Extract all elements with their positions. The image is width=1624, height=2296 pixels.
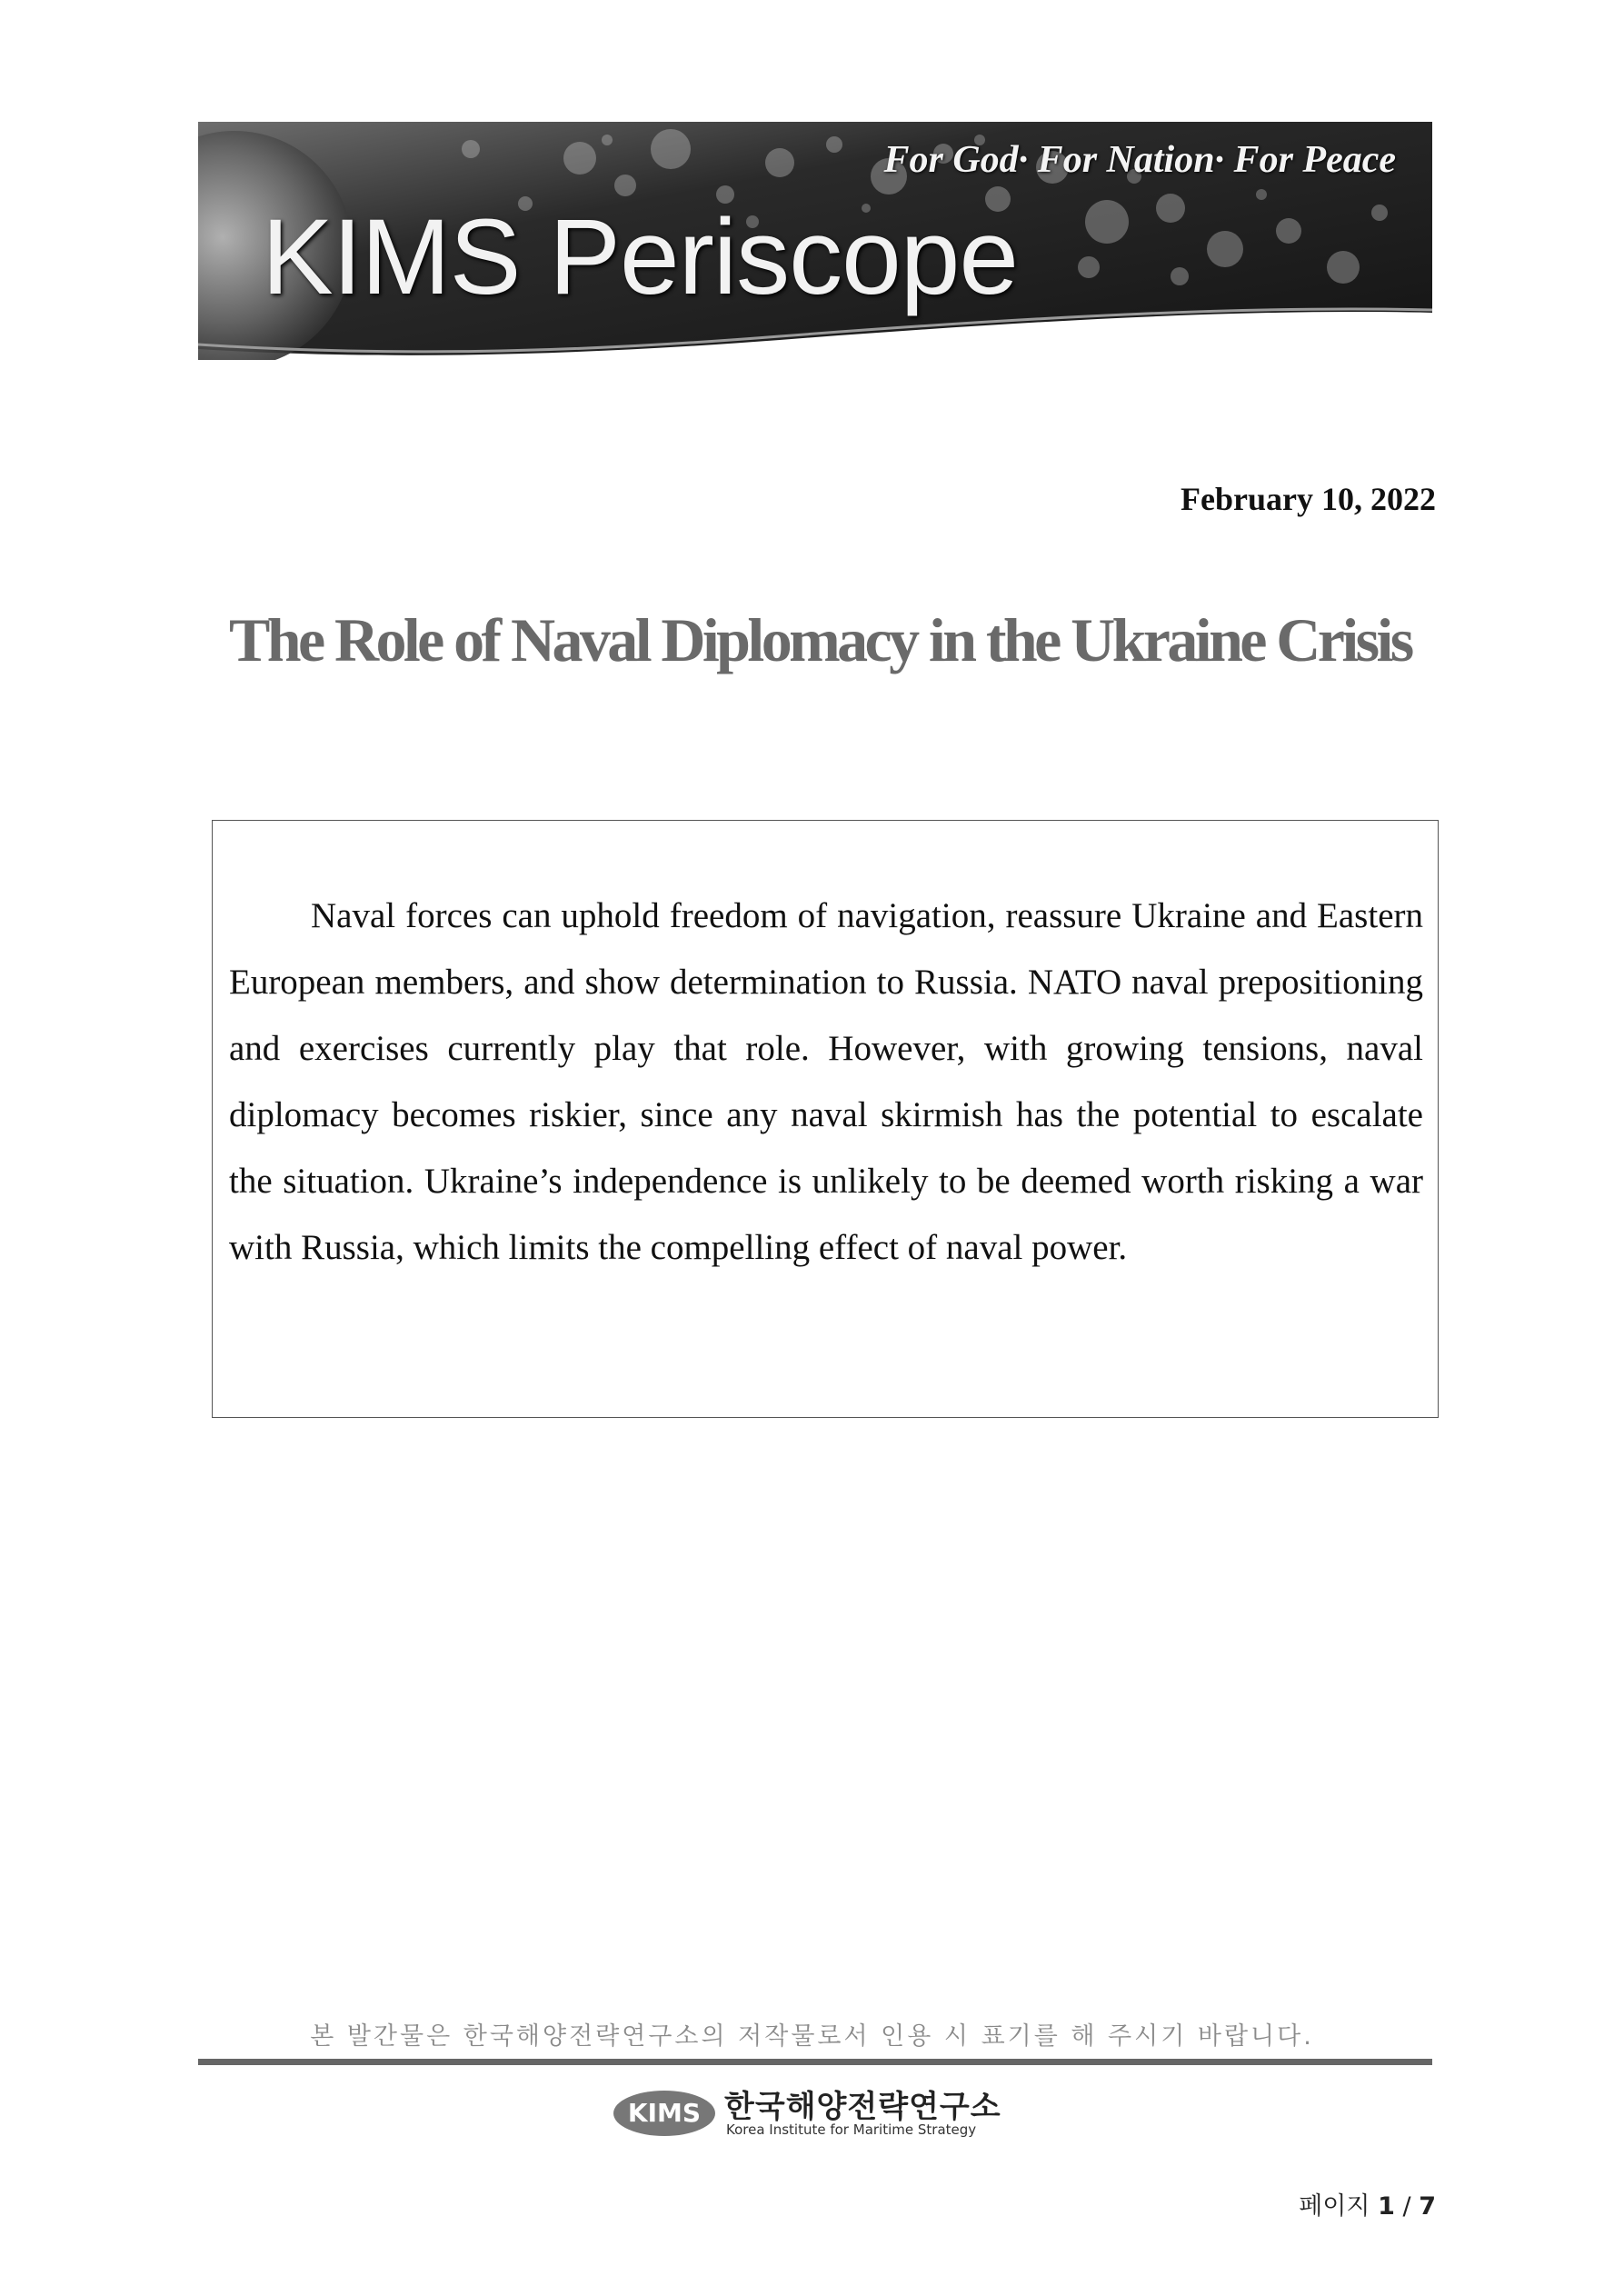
logo-abbr: KIMS: [613, 2091, 715, 2136]
page-label: 페이지: [1299, 2192, 1370, 2221]
copyright-notice: 본 발간물은 한국해양전략연구소의 저작물로서 인용 시 표기를 해 주시기 바랍니다.: [310, 2022, 1314, 2051]
banner-title: KIMS Periscope: [262, 197, 1018, 317]
publication-date: February 10, 2022: [1181, 481, 1436, 517]
logo-english-name: Korea Institute for Maritime Strategy: [726, 2121, 977, 2138]
document-title: The Role of Naval Diplomacy in the Ukraine Crisis: [229, 605, 1411, 674]
summary-text: Naval forces can uphold freedom of navigation, reassure Ukraine and Eastern European members, and show determination to Russia. NATO naval prepositioning and exercises currently play that role. However, with growing tensions, naval diplomacy becomes riskier, since any naval skirmish has the potential to escalate the situation. Ukraine’s independence is unlikely to be deemed worth risking a war with Russia, which limits the compelling effect of naval power.: [229, 896, 1423, 1267]
kims-logo: [613, 2081, 1013, 2145]
page-current: 1: [1378, 2192, 1395, 2221]
summary-box: [212, 820, 1439, 1418]
banner-slogan: For God· For Nation· For Peace: [883, 139, 1396, 181]
page-separator: /: [1402, 2192, 1411, 2221]
footer-divider: [198, 2059, 1432, 2065]
logo-korean-name: 한국해양전략연구소: [724, 2089, 1001, 2125]
header-banner: [198, 122, 1432, 360]
page-indicator: [1299, 2186, 1436, 2221]
page-total: 7: [1419, 2192, 1436, 2221]
